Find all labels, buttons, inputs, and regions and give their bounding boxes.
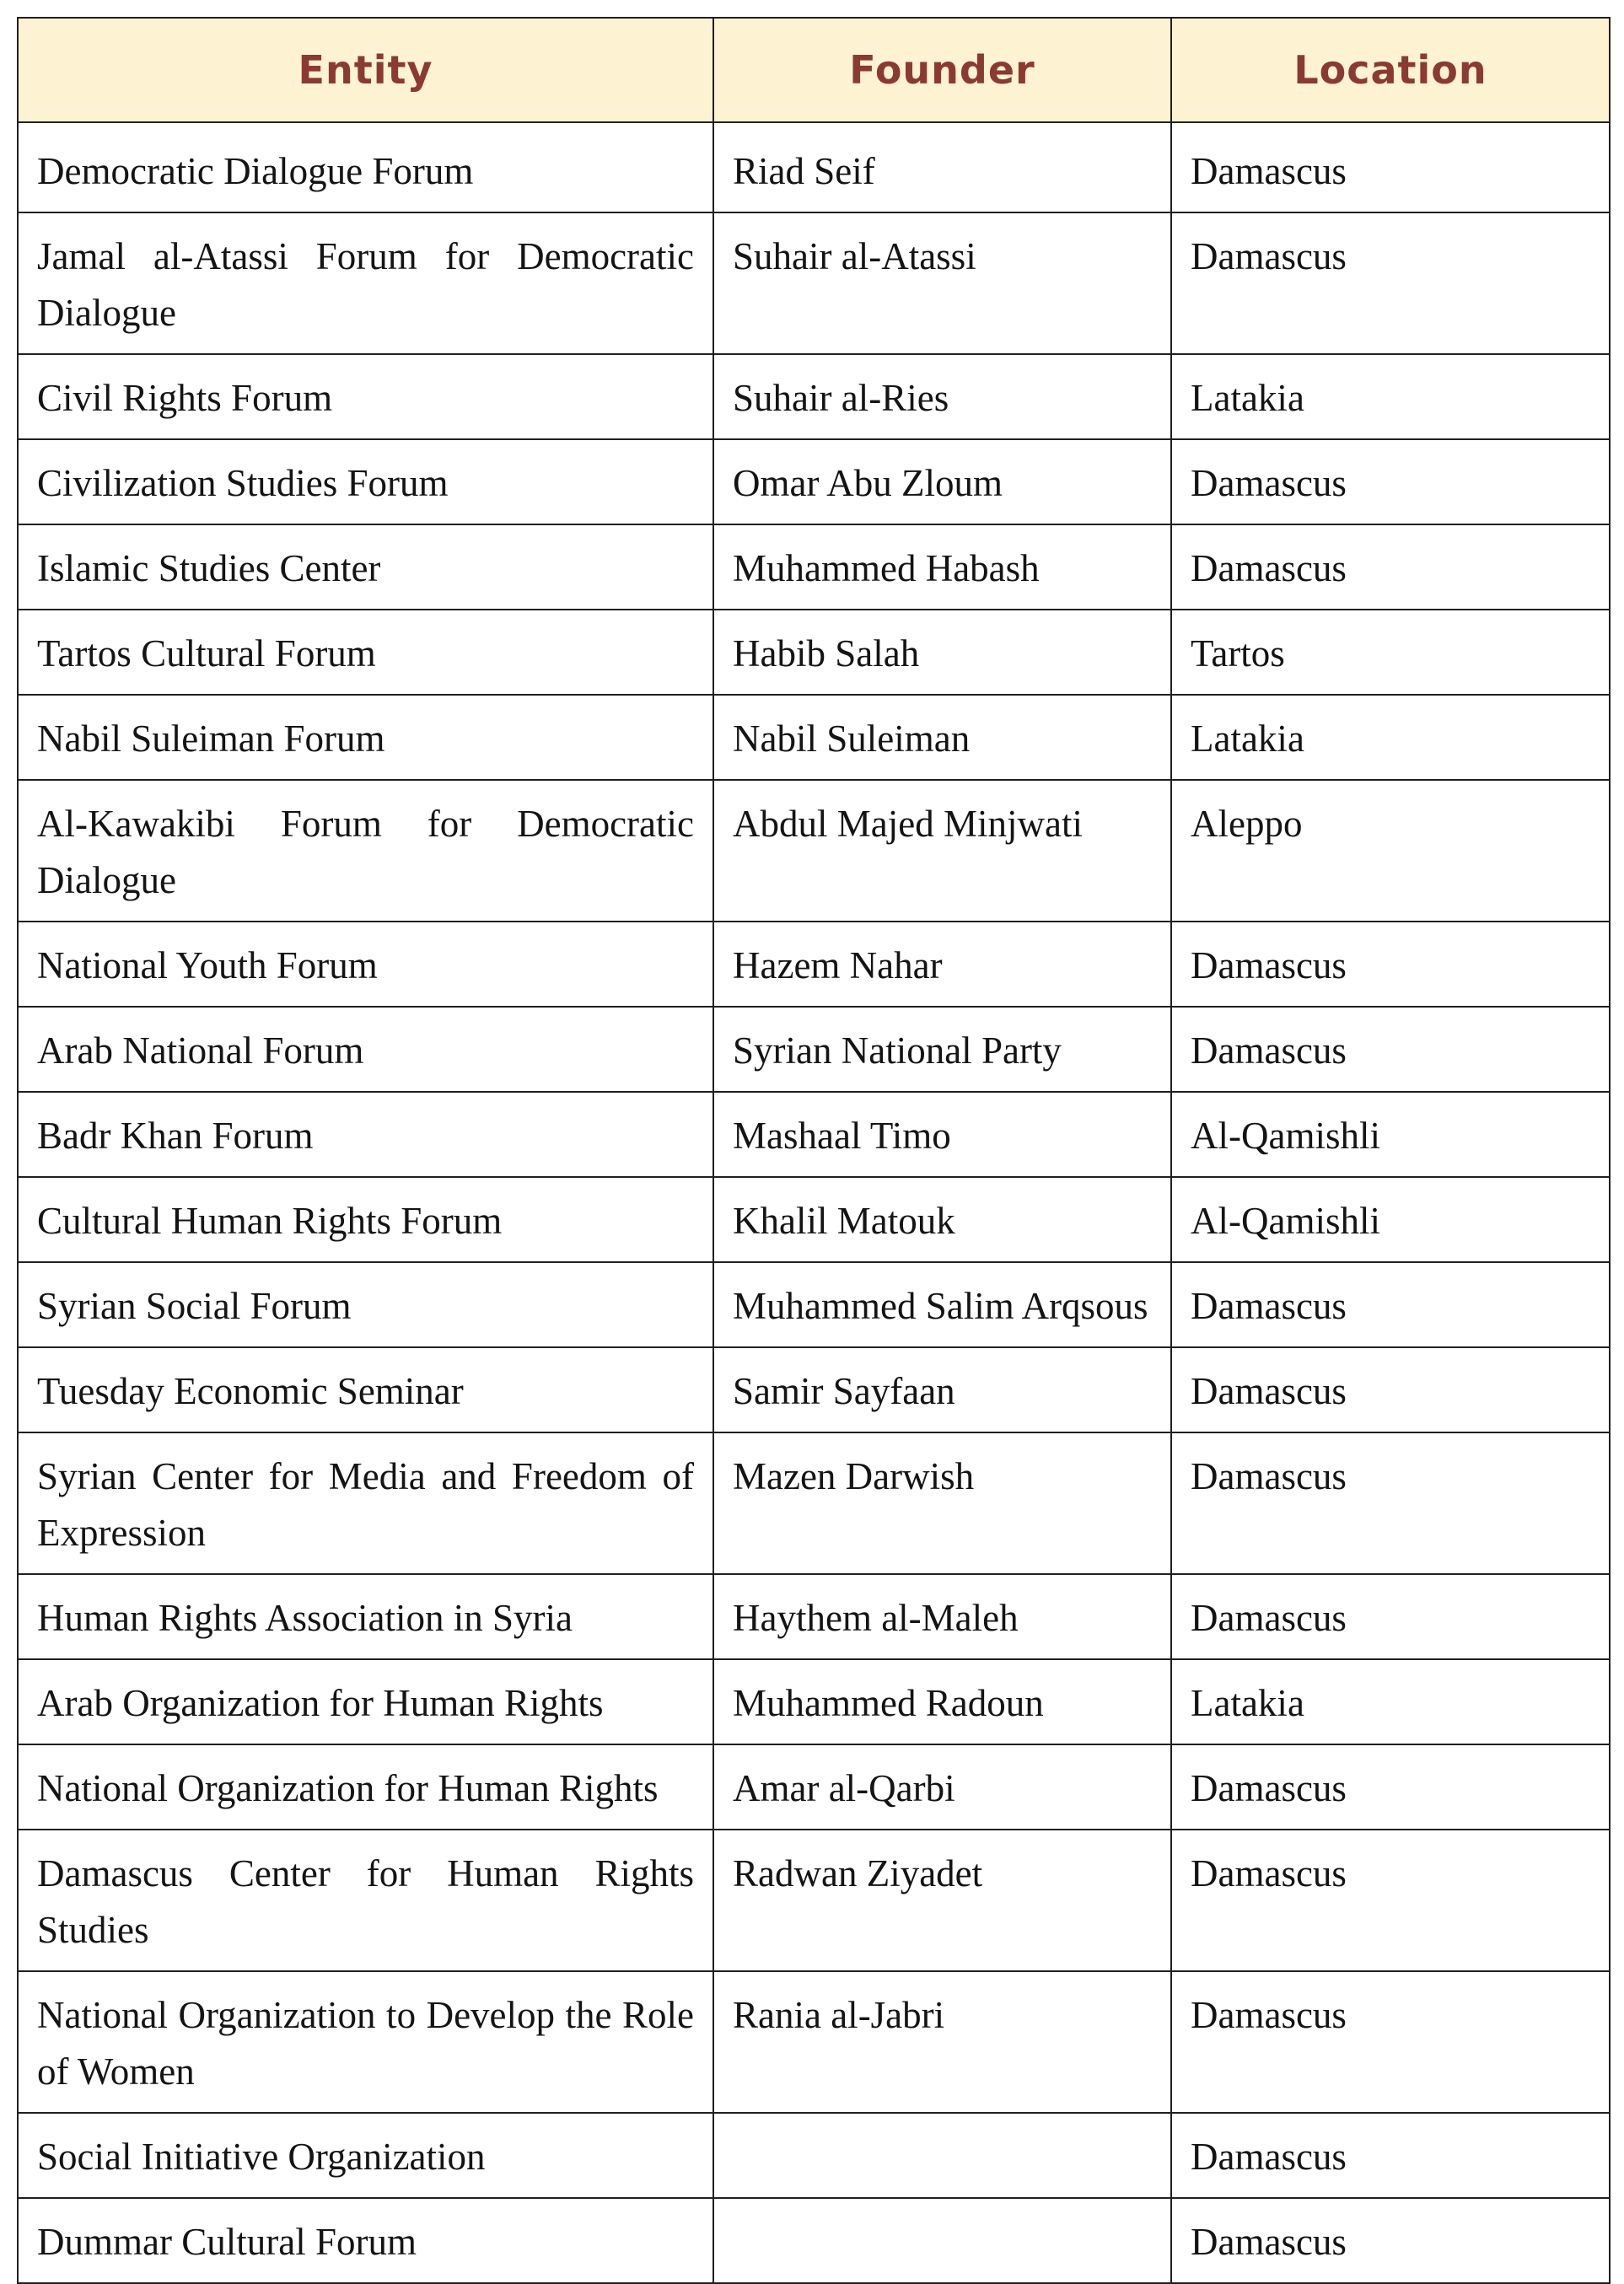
entity-cell: National Youth Forum — [18, 922, 713, 1007]
founder-cell: Muhammed Radoun — [713, 1659, 1171, 1744]
table-row — [18, 1262, 1610, 1347]
entity-cell: Tuesday Economic Seminar — [18, 1347, 713, 1432]
location-cell: Damascus — [1171, 1574, 1610, 1659]
entity-cell: Human Rights Association in Syria — [18, 1574, 713, 1659]
table-row — [18, 1092, 1610, 1177]
location-cell: Latakia — [1171, 1659, 1610, 1744]
table-row — [18, 780, 1610, 922]
entity-cell: Social Initiative Organization — [18, 2113, 713, 2198]
entity-cell: Arab Organization for Human Rights — [18, 1659, 713, 1744]
table-row — [18, 354, 1610, 439]
entity-cell: Al-Kawakibi Forum for Democratic Dialogue — [18, 780, 713, 922]
founder-cell: Mashaal Timo — [713, 1092, 1171, 1177]
entity-cell: Democratic Dialogue Forum — [18, 122, 713, 212]
location-cell: Damascus — [1171, 2113, 1610, 2198]
table-row — [18, 1574, 1610, 1659]
entity-cell: Islamic Studies Center — [18, 524, 713, 610]
entity-cell: Nabil Suleiman Forum — [18, 695, 713, 780]
table-row — [18, 1744, 1610, 1830]
location-cell: Latakia — [1171, 354, 1610, 439]
founder-cell — [713, 2198, 1171, 2283]
entity-cell: Dummar Cultural Forum — [18, 2198, 713, 2283]
location-cell: Damascus — [1171, 1971, 1610, 2113]
founder-cell: Hazem Nahar — [713, 922, 1171, 1007]
table-row — [18, 922, 1610, 1007]
table-row — [18, 610, 1610, 695]
location-cell: Damascus — [1171, 1007, 1610, 1092]
founder-cell: Khalil Matouk — [713, 1177, 1171, 1262]
entity-cell: Cultural Human Rights Forum — [18, 1177, 713, 1262]
founder-cell: Muhammed Habash — [713, 524, 1171, 610]
location-cell: Aleppo — [1171, 780, 1610, 922]
location-cell: Damascus — [1171, 122, 1610, 212]
founder-cell: Omar Abu Zloum — [713, 439, 1171, 524]
table-row — [18, 1007, 1610, 1092]
location-cell: Damascus — [1171, 1744, 1610, 1830]
location-cell: Damascus — [1171, 922, 1610, 1007]
table-row — [18, 1177, 1610, 1262]
table-header — [18, 18, 1610, 122]
founder-cell: Amar al-Qarbi — [713, 1744, 1171, 1830]
founder-cell: Suhair al-Atassi — [713, 212, 1171, 354]
location-cell: Damascus — [1171, 1830, 1610, 1971]
entity-cell: Syrian Social Forum — [18, 1262, 713, 1347]
founder-cell: Haythem al-Maleh — [713, 1574, 1171, 1659]
entity-cell: Damascus Center for Human Rights Studies — [18, 1830, 713, 1971]
location-cell: Damascus — [1171, 2198, 1610, 2283]
header-row — [18, 18, 1610, 122]
column-header-location: Location — [1171, 18, 1610, 122]
table-body — [18, 122, 1610, 2283]
entity-cell: Civilization Studies Forum — [18, 439, 713, 524]
founder-cell: Riad Seif — [713, 122, 1171, 212]
location-cell: Damascus — [1171, 1432, 1610, 1574]
location-cell: Damascus — [1171, 439, 1610, 524]
founder-cell: Suhair al-Ries — [713, 354, 1171, 439]
entity-cell: National Organization to Develop the Role of Women — [18, 1971, 713, 2113]
entity-cell: Arab National Forum — [18, 1007, 713, 1092]
founder-cell: Muhammed Salim Arqsous — [713, 1262, 1171, 1347]
founder-cell: Nabil Suleiman — [713, 695, 1171, 780]
column-header-founder: Founder — [713, 18, 1171, 122]
founder-cell: Samir Sayfaan — [713, 1347, 1171, 1432]
entity-cell: Badr Khan Forum — [18, 1092, 713, 1177]
table-row — [18, 1432, 1610, 1574]
table-row — [18, 1971, 1610, 2113]
table-row — [18, 2198, 1610, 2283]
entity-cell: Jamal al-Atassi Forum for Democratic Dialogue — [18, 212, 713, 354]
document-page — [17, 17, 1609, 2284]
table-row — [18, 122, 1610, 212]
location-cell: Damascus — [1171, 1262, 1610, 1347]
location-cell: Al-Qamishli — [1171, 1177, 1610, 1262]
table-row — [18, 439, 1610, 524]
founder-cell: Radwan Ziyadet — [713, 1830, 1171, 1971]
table-row — [18, 2113, 1610, 2198]
founder-cell: Rania al-Jabri — [713, 1971, 1171, 2113]
location-cell: Damascus — [1171, 1347, 1610, 1432]
entities-table — [17, 17, 1611, 2284]
entity-cell: Civil Rights Forum — [18, 354, 713, 439]
location-cell: Al-Qamishli — [1171, 1092, 1610, 1177]
table-row — [18, 1830, 1610, 1971]
entity-cell: Syrian Center for Media and Freedom of Expression — [18, 1432, 713, 1574]
table-row — [18, 1659, 1610, 1744]
founder-cell — [713, 2113, 1171, 2198]
table-row — [18, 524, 1610, 610]
entity-cell: National Organization for Human Rights — [18, 1744, 713, 1830]
table-row — [18, 695, 1610, 780]
founder-cell: Syrian National Party — [713, 1007, 1171, 1092]
location-cell: Damascus — [1171, 524, 1610, 610]
founder-cell: Habib Salah — [713, 610, 1171, 695]
table-row — [18, 1347, 1610, 1432]
location-cell: Tartos — [1171, 610, 1610, 695]
location-cell: Damascus — [1171, 212, 1610, 354]
founder-cell: Abdul Majed Minjwati — [713, 780, 1171, 922]
entity-cell: Tartos Cultural Forum — [18, 610, 713, 695]
founder-cell: Mazen Darwish — [713, 1432, 1171, 1574]
location-cell: Latakia — [1171, 695, 1610, 780]
column-header-entity: Entity — [18, 18, 713, 122]
table-row — [18, 212, 1610, 354]
